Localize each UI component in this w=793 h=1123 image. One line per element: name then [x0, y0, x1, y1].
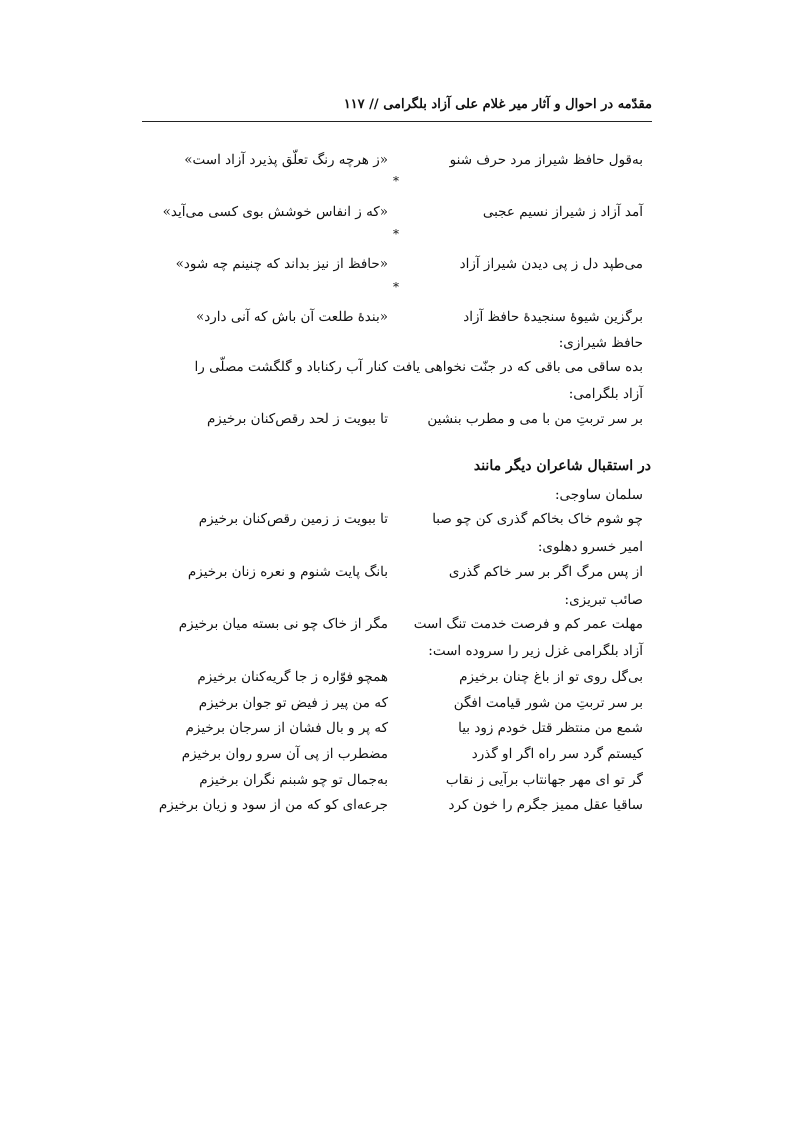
verse-first-hemistich: به‌قول حافظ شیراز مرد حرف شنو: [449, 152, 643, 168]
verse-second-hemistich: تا ببویت ز زمین رقص‌کنان برخیزم: [198, 511, 388, 527]
verse-second-hemistich: مگر از خاک چو نی بسته میان برخیزم: [178, 616, 388, 632]
ghazal-intro: آزاد بلگرامی غزل زیر را سروده است:: [428, 643, 643, 659]
header-rule: [142, 121, 652, 122]
section-heading: در استقبال شاعران دیگر مانند: [473, 458, 651, 474]
verse-first-hemistich: چو شوم خاک بخاکم گذری کن چو صبا: [432, 511, 643, 527]
verse-separator: *: [393, 174, 399, 188]
verse-first-hemistich: بده ساقی می باقی که در جنّت نخواهی یافت: [392, 359, 643, 375]
ghazal-first-hemistich: شمع من منتظر قتل خودم زود بیا: [458, 720, 643, 736]
verse-first-hemistich: مهلت عمر کم و فرصت خدمت تنگ است: [413, 616, 643, 632]
verse-second-hemistich: «که ز انفاس خوشش بوی کسی می‌آید»: [162, 204, 388, 220]
poet-label-hafez: حافظ شیرازی:: [558, 335, 643, 351]
poet-label-salman: سلمان ساوجی:: [555, 487, 643, 503]
ghazal-second-hemistich: مضطرب از پی آن سرو روان برخیزم: [181, 746, 388, 762]
ghazal-second-hemistich: به‌جمال تو چو شبنم نگران برخیزم: [199, 772, 388, 788]
ghazal-first-hemistich: ساقیا عقل ممیز جگرم را خون کرد: [448, 797, 643, 813]
ghazal-first-hemistich: بی‌گل روی تو از باغ چنان برخیزم: [459, 669, 643, 685]
verse-first-hemistich: می‌طپد دل ز پی دیدن شیراز آزاد: [459, 256, 643, 272]
verse-separator: *: [393, 280, 399, 294]
poet-label-khosrow: امیر خسرو دهلوی:: [537, 539, 643, 555]
ghazal-second-hemistich: جرعه‌ای کو که من از سود و زیان برخیزم: [158, 797, 388, 813]
verse-separator: *: [393, 227, 399, 241]
poet-label-saeb: صائب تبریزی:: [564, 592, 643, 608]
ghazal-second-hemistich: که من پیر ز فیض تو جوان برخیزم: [198, 695, 388, 711]
verse-first-hemistich: از پس مرگ اگر بر سر خاکم گذری: [448, 564, 643, 580]
verse-second-hemistich: تا ببویت ز لحد رقص‌کنان برخیزم: [206, 411, 388, 427]
verse-second-hemistich: بانگ پایت شنوم و نعره زنان برخیزم: [187, 564, 388, 580]
verse-second-hemistich: «بندهٔ طلعت آن باش که آنی دارد»: [196, 309, 388, 325]
poet-label-azad: آزاد بلگرامی:: [568, 386, 643, 402]
verse-first-hemistich: آمد آزاد ز شیراز نسیم عجبی: [482, 204, 643, 220]
ghazal-second-hemistich: که پر و بال فشان از سرجان برخیزم: [185, 720, 388, 736]
verse-first-hemistich: برگزین شیوهٔ سنجیدهٔ حافظ آزاد: [463, 309, 643, 325]
running-header: مقدّمه در احوال و آثار میر غلام علی آزاد بلگرامی // ۱۱۷: [343, 97, 652, 112]
verse-second-hemistich: کنار آب رکناباد و گلگشت مصلّی را: [194, 359, 388, 375]
verse-second-hemistich: «ز هرچه رنگ تعلّق پذیرد آزاد است»: [184, 152, 388, 168]
verse-first-hemistich: بر سر تربتِ من با می و مطرب بنشین: [427, 411, 643, 427]
ghazal-first-hemistich: کیستم گرد سر راه اگر او گذرد: [471, 746, 643, 762]
ghazal-second-hemistich: همچو فوّاره ز جا گریه‌کنان برخیزم: [197, 669, 388, 685]
ghazal-first-hemistich: گر تو ای مهر جهانتاب برآیی ز نقاب: [445, 772, 643, 788]
ghazal-first-hemistich: بر سر تربتِ من شور قیامت افگن: [453, 695, 643, 711]
verse-second-hemistich: «حافظ از نیز بداند که چنینم چه شود»: [175, 256, 388, 272]
